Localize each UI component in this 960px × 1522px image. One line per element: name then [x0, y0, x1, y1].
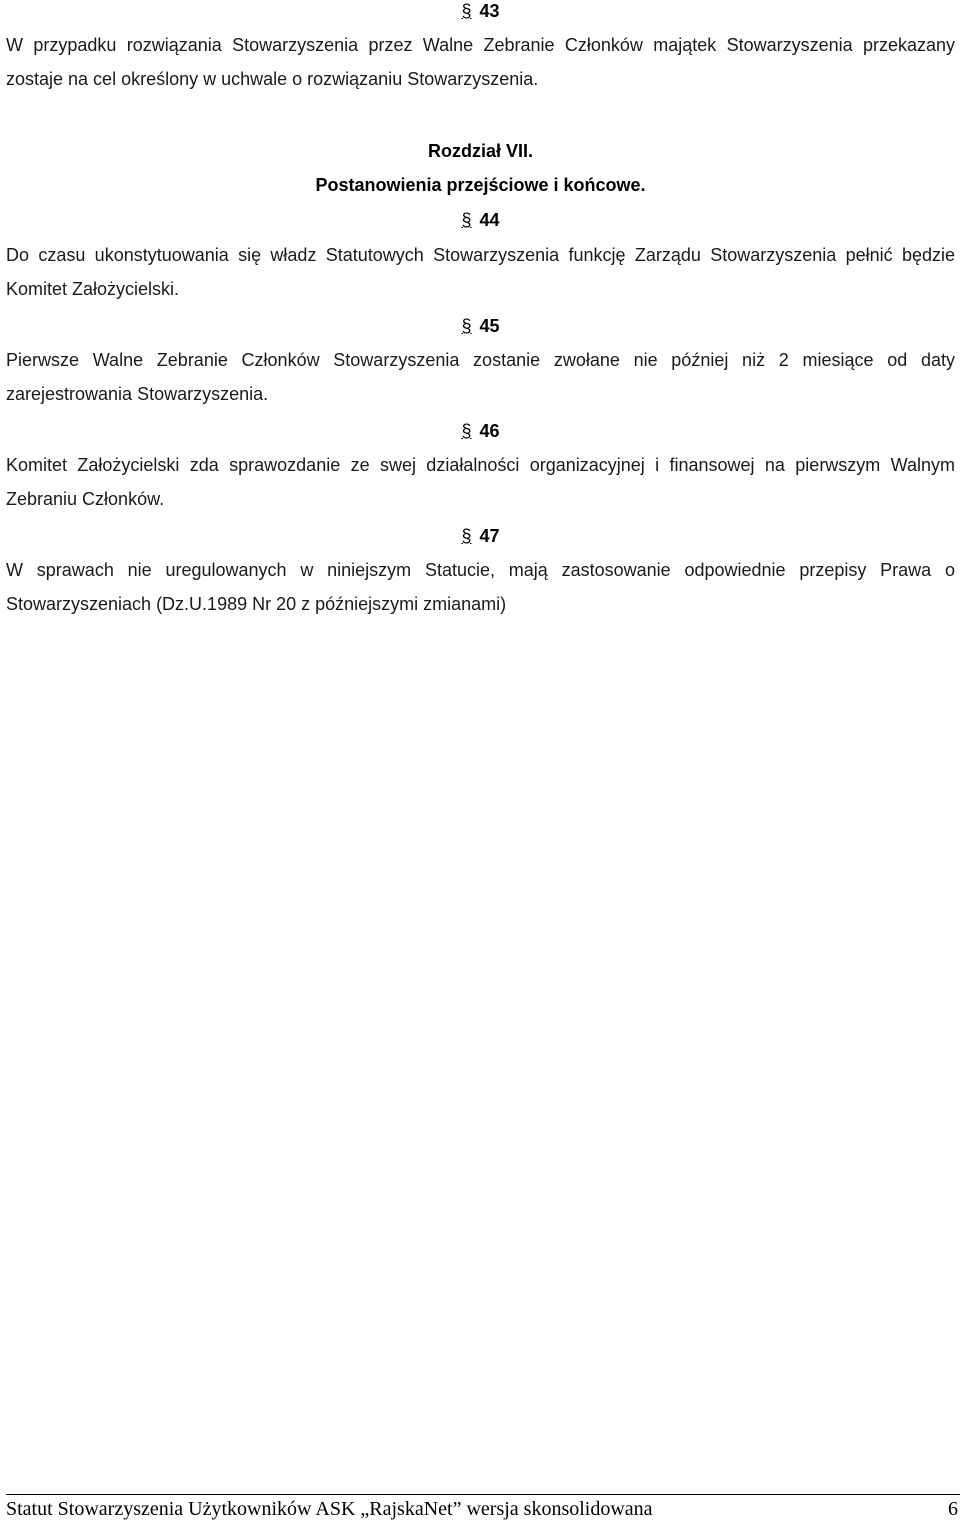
section-number: 45 — [479, 316, 500, 336]
section-number: 44 — [479, 210, 500, 230]
section-heading-46 — [6, 420, 955, 442]
page-footer — [6, 1494, 960, 1521]
section-symbol: § — [461, 1, 472, 21]
page-number: 6 — [948, 1498, 958, 1520]
section-text-45: Pierwsze Walne Zebranie Członków Stowarzyszenia zostanie zwołane nie później niż 2 miesiące od daty zarejestrowania Stowarzyszenia. — [6, 350, 955, 404]
section-symbol: § — [461, 316, 472, 336]
section-number: 46 — [479, 421, 500, 441]
section-heading-47 — [6, 525, 955, 547]
section-text-44: Do czasu ukonstytuowania się władz Statutowych Stowarzyszenia funkcję Zarządu Stowarzyszenia pełnić będzie Komitet Założycielski. — [6, 245, 955, 299]
chapter-label: Rozdział VII. — [427, 141, 533, 161]
section-symbol: § — [461, 526, 472, 546]
footer-title: Statut Stowarzyszenia Użytkowników ASK „RajskaNet” wersja skonsolidowana — [6, 1498, 653, 1520]
chapter-title: Postanowienia przejściowe i końcowe. — [315, 175, 646, 195]
section-symbol: § — [461, 421, 472, 441]
section-text-47: W sprawach nie uregulowanych w niniejszym Statucie, mają zastosowanie odpowiednie przepisy Prawa o Stowarzyszeniach (Dz.U.1989 Nr 20 z późniejszymi zmianami) — [6, 560, 955, 614]
section-number: 43 — [479, 1, 500, 21]
section-symbol: § — [461, 210, 472, 230]
section-heading-44 — [6, 209, 955, 231]
section-heading-43 — [6, 0, 955, 22]
section-text-43: W przypadku rozwiązania Stowarzyszenia przez Walne Zebranie Członków majątek Stowarzyszenia przekazany zostaje na cel określony w uchwale o rozwiązaniu Stowarzyszenia. — [6, 35, 955, 89]
section-number: 47 — [479, 526, 500, 546]
section-heading-45 — [6, 315, 955, 337]
section-text-46: Komitet Założycielski zda sprawozdanie ze swej działalności organizacyjnej i finansowej na pierwszym Walnym Zebraniu Członków. — [6, 455, 955, 509]
